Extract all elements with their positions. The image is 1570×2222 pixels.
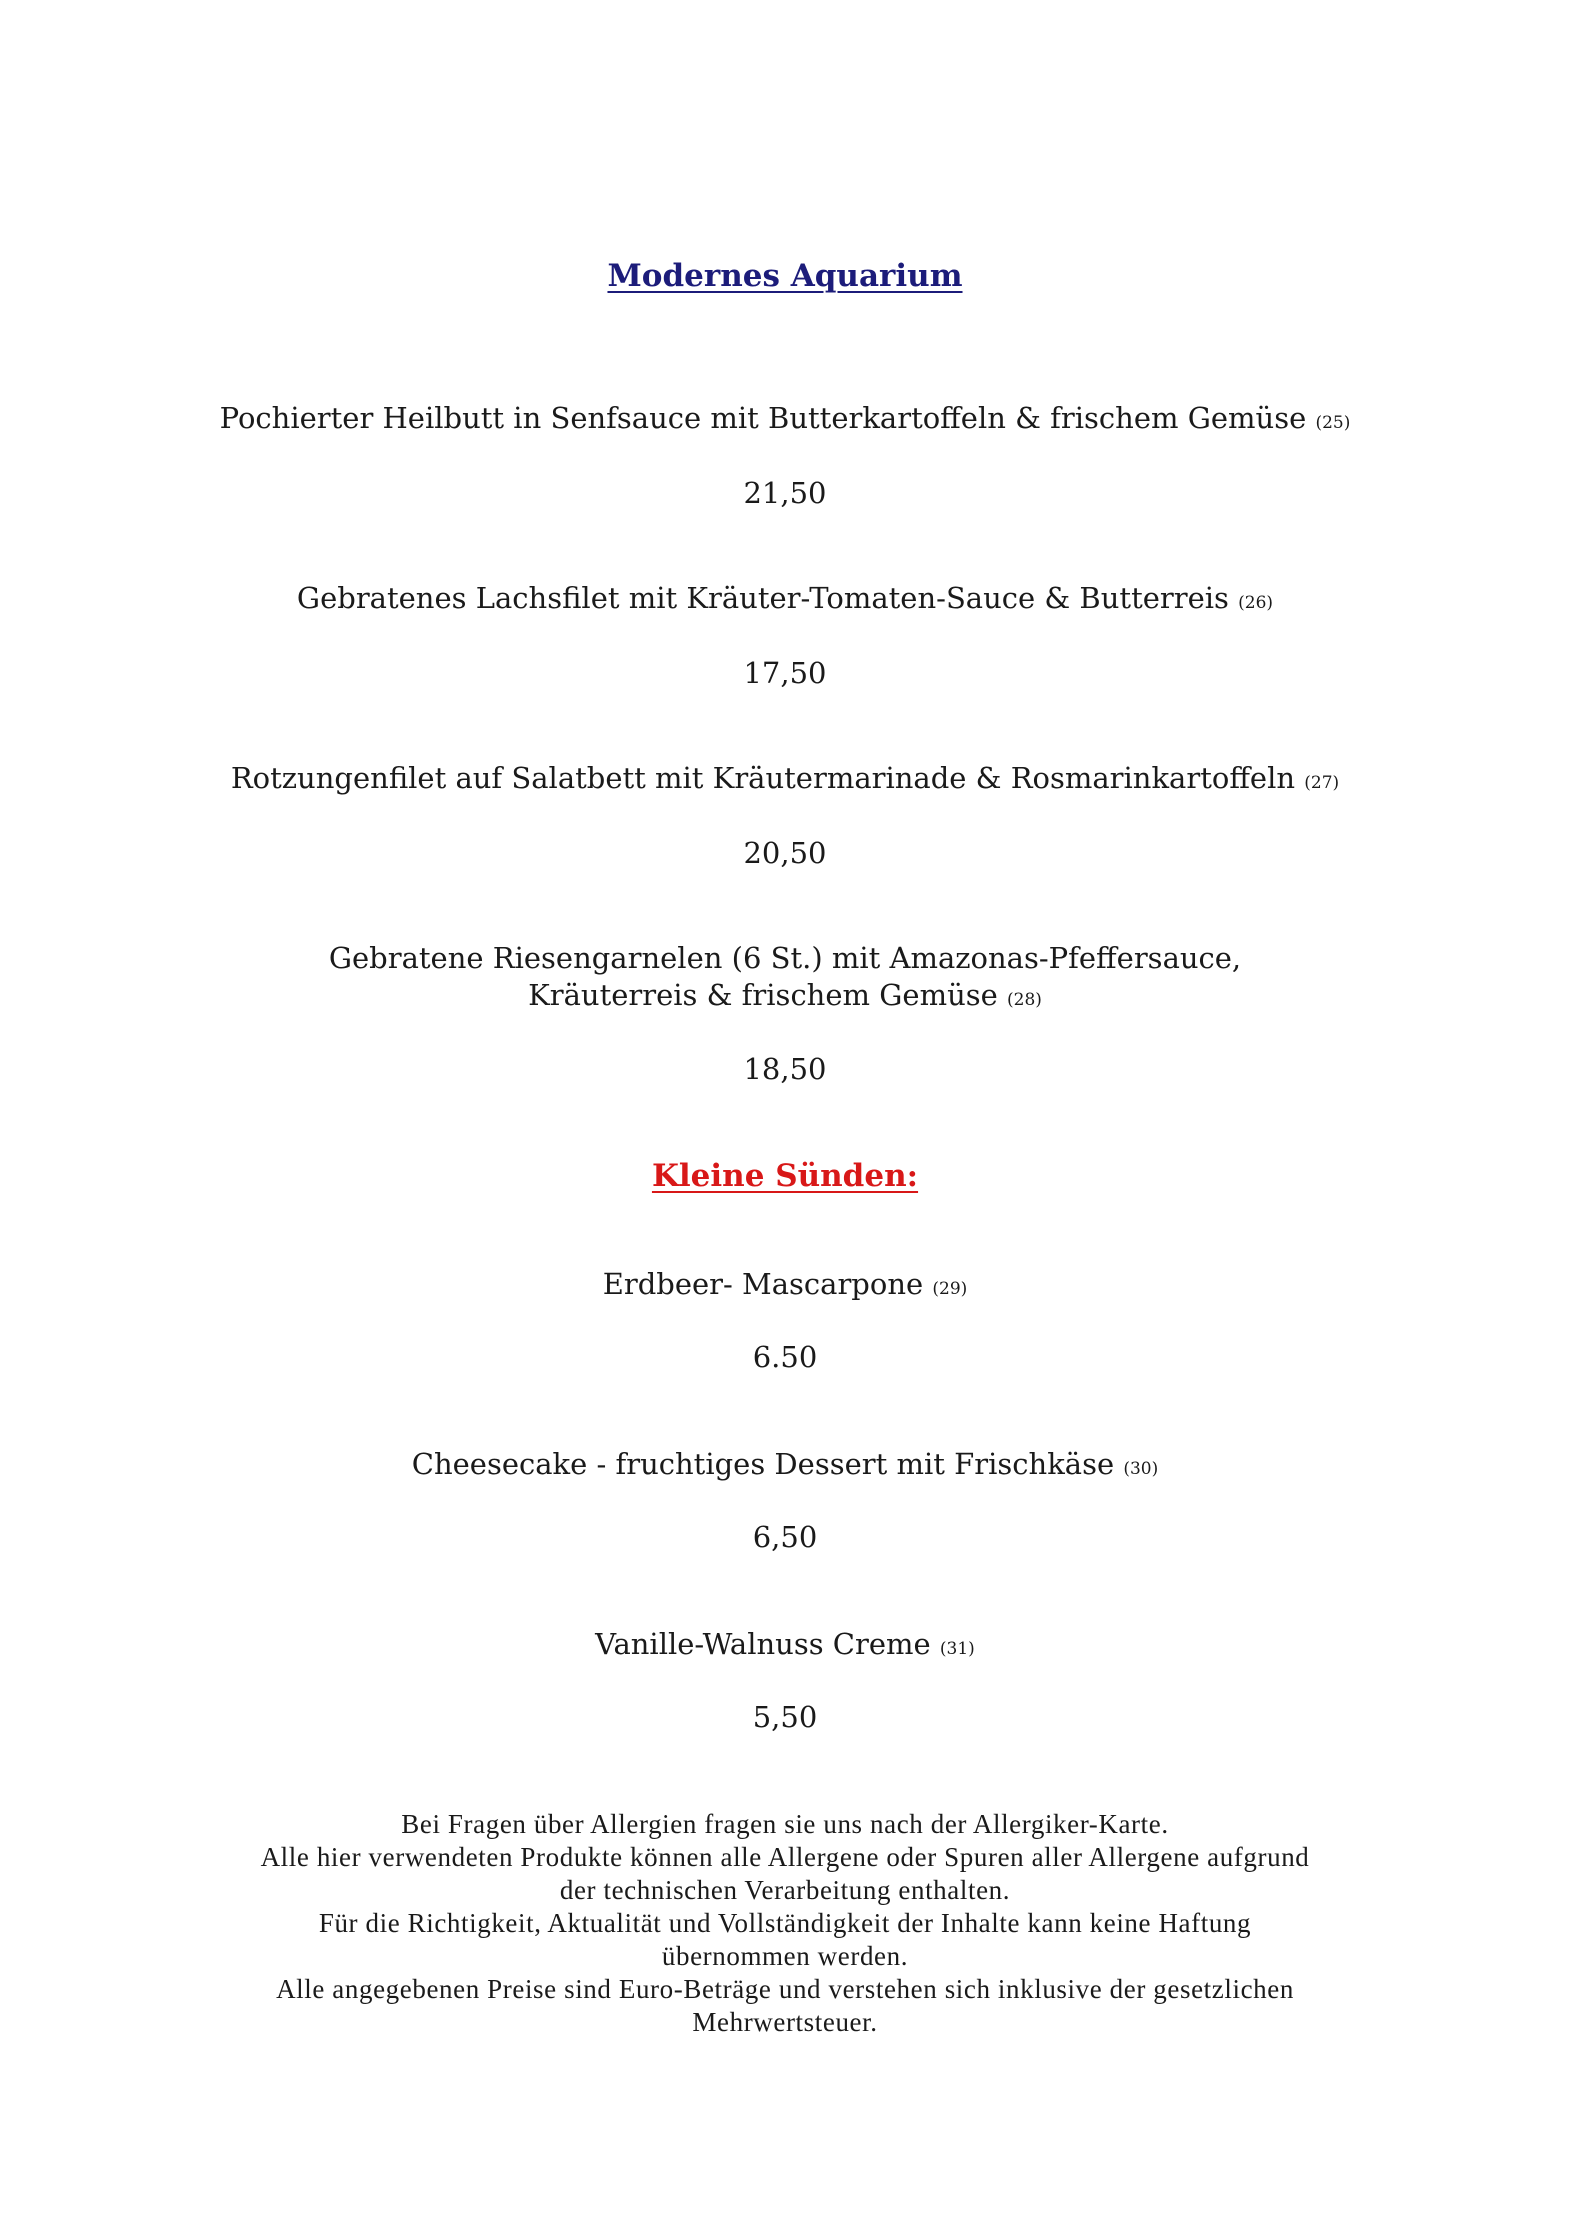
- dish-ref: (26): [1238, 593, 1274, 613]
- dish-price: 6.50: [752, 1340, 818, 1374]
- dish-ref: (29): [932, 1279, 968, 1299]
- dish-name: Vanille-Walnuss Creme: [595, 1627, 931, 1661]
- dish-price: 20,50: [743, 836, 827, 870]
- dish-name: Rotzungenfilet auf Salatbett mit Kräutermarinade & Rosmarinkartoffeln: [230, 761, 1296, 795]
- disclaimer-line: übernommen werden.: [661, 1941, 909, 1971]
- dessert-erdbeer-mascarpone: [0, 1266, 1570, 1308]
- allergy-disclaimer: [180, 1808, 1390, 2039]
- dish-ref: (31): [939, 1639, 975, 1659]
- dessert-vanille-walnuss: [0, 1626, 1570, 1668]
- dish-price: 18,50: [743, 1052, 827, 1086]
- dish-lachsfilet: [0, 580, 1570, 622]
- dish-name: Erdbeer- Mascarpone: [602, 1267, 933, 1301]
- dish-name: Cheesecake - fruchtiges Dessert mit Frischkäse: [411, 1447, 1115, 1481]
- dish-price: 6,50: [752, 1520, 818, 1554]
- dish-ref: (30): [1123, 1459, 1159, 1479]
- disclaimer-line: Bei Fragen über Allergien fragen sie uns nach der Allergiker-Karte.: [401, 1809, 1169, 1839]
- dish-price: 5,50: [752, 1700, 818, 1734]
- section-title-desserts: Kleine Sünden:: [651, 1158, 919, 1194]
- dish-ref: (28): [1007, 990, 1042, 1010]
- dish-riesengarnelen: [240, 940, 1330, 1019]
- dessert-cheesecake: [0, 1446, 1570, 1488]
- disclaimer-line: Alle hier verwendeten Produkte können alle Allergene oder Spuren aller Allergene aufgrund: [260, 1842, 1310, 1872]
- dish-ref: (27): [1304, 773, 1340, 793]
- dish-name: Gebratenes Lachsfilet mit Kräuter-Tomaten-Sauce & Butterreis: [296, 581, 1229, 615]
- disclaimer-line: Mehrwertsteuer.: [692, 2007, 878, 2037]
- dish-name: Pochierter Heilbutt in Senfsauce mit Butterkartoffeln & frischem Gemüse: [219, 401, 1307, 435]
- section-title-aquarium: Modernes Aquarium: [607, 258, 963, 294]
- disclaimer-line: der technischen Verarbeitung enthalten.: [559, 1875, 1011, 1905]
- dish-price: 21,50: [743, 476, 827, 510]
- dish-rotzungenfilet: [0, 760, 1570, 802]
- disclaimer-line: Alle angegebenen Preise sind Euro-Beträge und verstehen sich inklusive der gesetzlichen: [276, 1974, 1294, 2004]
- dish-ref: (25): [1315, 413, 1351, 433]
- dish-price: 17,50: [743, 656, 827, 690]
- dish-name: Gebratene Riesengarnelen (6 St.) mit Amazonas-Pfeffersauce, Kräuterreis & frischem Gemüse: [328, 941, 1242, 1012]
- disclaimer-line: Für die Richtigkeit, Aktualität und Vollständigkeit der Inhalte kann keine Haftung: [318, 1908, 1252, 1938]
- dish-heilbutt: [0, 400, 1570, 442]
